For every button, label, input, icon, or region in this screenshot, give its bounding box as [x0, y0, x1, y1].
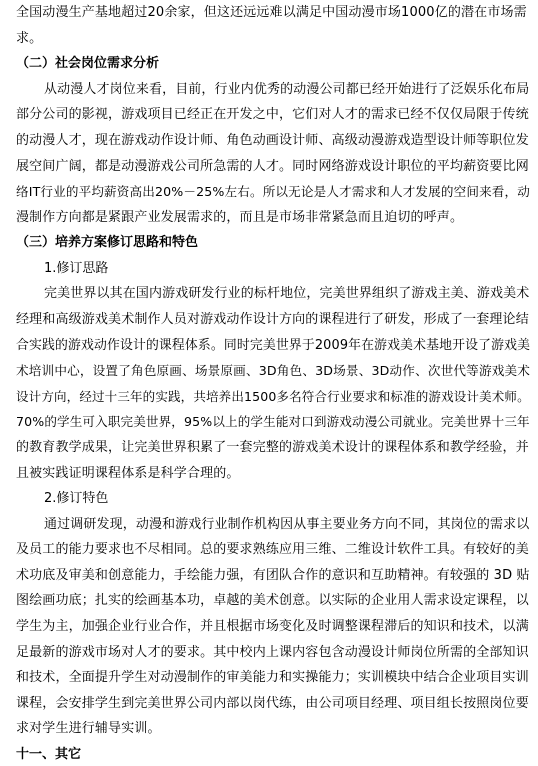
- subsection-title-revision-features: 2.修订特色: [44, 491, 109, 506]
- paragraph-line: 通过调研发现，动漫和游戏行业制作机构因从事主要业务方向不同，其岗位的需求以: [44, 517, 530, 532]
- paragraph-line: 合实践的游戏动作设计的课程体系。同时完美世界于2009年在游戏美术基地开设了游戏美: [16, 338, 531, 353]
- paragraph-line: 课程，会安排学生到完美世界公司内部以岗代练，由公司项目经理、项目组长按照岗位要: [16, 696, 529, 711]
- paragraph-line: 70%的学生可入职完美世界，95%以上的学生能对口到游戏动漫公司就业。完美世界十三年: [16, 414, 530, 429]
- paragraph-line: 展空间广阔，都是动漫游戏公司所急需的人才。同时网络游戏设计职位的平均薪资要比网: [16, 159, 529, 174]
- paragraph-line: 从动漫人才岗位来看，目前，行业内优秀的动漫公司都已经开始进行了泛娱乐化布局: [44, 82, 530, 97]
- paragraph-line: 及员工的能力要求也不尽相同。总的要求熟练应用三维、二维设计软件工具。有较好的美: [16, 542, 529, 557]
- section-heading-social-demand: （二）社会岗位需求分析: [16, 56, 160, 71]
- paragraph-line: 经理和高级游戏美术制作人员对游戏动作设计方向的课程进行了研发，形成了一套理论结: [16, 312, 529, 327]
- paragraph-line: 术培训中心，设置了角色原画、场景原画、3D角色、3D场景、3D动作、次世代等游戏美术: [16, 363, 531, 378]
- paragraph-line: 学生为主，加强企业行业合作，并且根据市场变化及时调整课程滞后的知识和技术，以满: [16, 619, 529, 634]
- section-heading-other: 十一、其它: [16, 747, 82, 762]
- paragraph-line: 足最新的游戏市场对人才的要求。其中校内上课内容包含动漫设计师岗位所需的全部知识: [16, 645, 529, 660]
- paragraph-line: 设计方向，经过十三年的实践，共培养出1500多名符合行业要求和标准的游戏设计美术师。: [16, 389, 530, 404]
- paragraph-line: 络IT行业的平均薪资高出20%－25%左右。所以无论是人才需求和人才发展的空间来看，动: [16, 184, 530, 199]
- paragraph-line: 全国动漫生产基地超过20余家，但这还远远难以满足中国动漫市场1000亿的潜在市场需: [16, 5, 527, 20]
- paragraph-line: 术功底及审美和创意能力，手绘能力强，有团队合作的意识和互助精神。有较强的 3D 贴: [16, 568, 530, 583]
- subsection-title-revision-idea: 1.修订思路: [44, 261, 109, 276]
- paragraph-line: 求。: [16, 31, 43, 46]
- paragraph-line: 的动漫人才，现在游戏动作设计师、角色动画设计师、高级动漫游戏造型设计师等职位发: [16, 133, 529, 148]
- paragraph-line: 的教育教学成果，让完美世界积累了一套完整的游戏美术设计的课程体系和教学经验，并: [16, 440, 529, 455]
- paragraph-line: 部分公司的影视，游戏项目已经正在开发之中，它们对人才的需求已经不仅仅局限于传统: [16, 107, 529, 122]
- paragraph-line: 完美世界以其在国内游戏研发行业的标杆地位，完美世界组织了游戏主美、游戏美术: [44, 286, 530, 301]
- paragraph-line: 和技术，全面提升学生对动漫制作的审美能力和实操能力；实训模块中结合企业项目实训: [16, 670, 529, 685]
- paragraph-line: 漫制作方向都是紧跟产业发展需求的，而且是市场非常紧急而且迫切的呼声。: [16, 210, 464, 225]
- paragraph-line: 图绘画功底；扎实的绘画基本功，卓越的美术创意。以实际的企业用人需求设定课程，以: [16, 593, 529, 608]
- paragraph-line: 求对学生进行辅导实训。: [16, 721, 161, 736]
- section-heading-training-plan: （三）培养方案修订思路和特色: [16, 235, 199, 250]
- paragraph-line: 且被实践证明课程体系是科学合理的。: [16, 466, 240, 481]
